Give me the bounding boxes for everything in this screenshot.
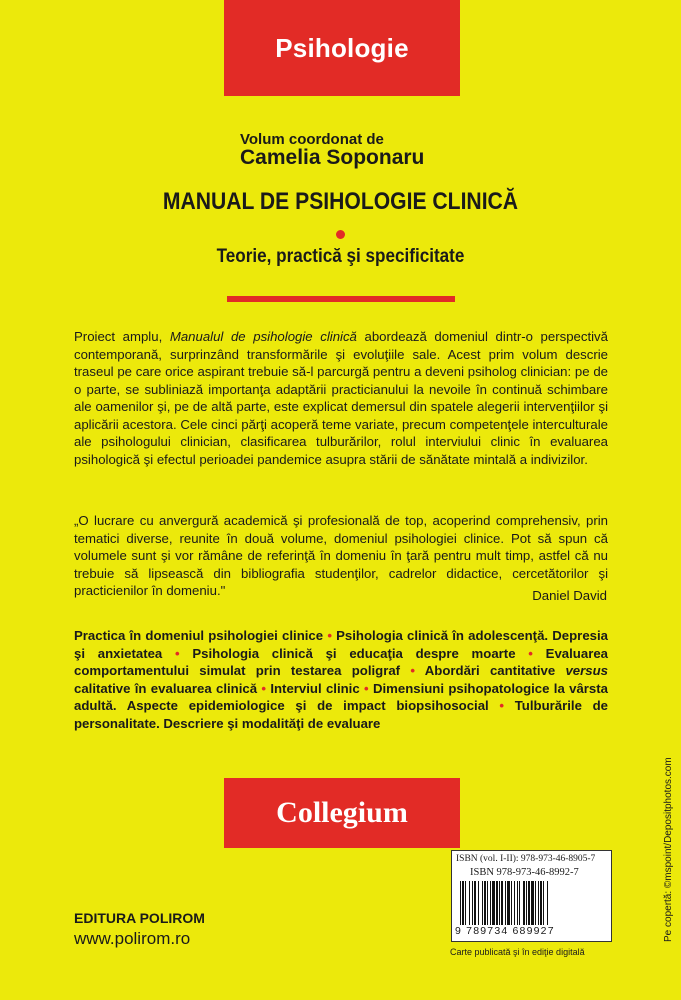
bullet-icon: • xyxy=(364,680,369,696)
bullet-icon: • xyxy=(410,663,415,679)
collegium-logo-text: Collegium xyxy=(276,796,408,829)
series-banner xyxy=(224,0,460,96)
topics-list xyxy=(74,627,608,733)
coordinated-by-label: Volum coordonat de xyxy=(240,131,384,148)
cover-credit: Pe copertă: ©mspoint/Depositphotos.com xyxy=(663,757,674,942)
description-paragraph xyxy=(74,328,608,468)
description-body: abordează domeniul dintr-o perspectivă contemporană, surprinzând transformările şi evoluţiile sale. Acest prim volum descrie traseul pe care orice aspirant trebuie să-l parcurgă pentru a deveni psiholog clinician: pe de o parte, se subliniază importanţa adaptării practicianului la nevoile în continuă schimbare ale oamenilor şi, pe de altă parte, este explicat demersul din spatele alegerii intervenţiilor şi aplicării acestora. Cele cinci părţi acoperă teme variate, precum competenţele interculturale ale psihologului clinician, clasificarea tulburărilor, rolul interviului clinic în evaluarea psihologică şi efectul perioadei pandemice asupra stării de sănătate mintală a indivizilor. xyxy=(74,329,608,467)
description-book-name: Manualul de psihologie clinică xyxy=(169,329,357,344)
bullet-icon: • xyxy=(499,698,505,714)
bullet-icon: • xyxy=(528,645,533,661)
endorsement-quote: „O lucrare cu anvergură academică şi profesională de top, acoperind comprehensiv, prin tematici diverse, reunite în două volume, domeniul psihologiei clinice. Pot să spun că volumele sunt şi vor rămâne de referinţă în domeniu în ţară pentru mult timp, astfel că nu trebuie să lipsească din bibliografia studenţilor, cadrelor didactice, cercetătorilor şi practicienilor în domeniu." xyxy=(74,513,608,598)
topic: Interviul clinic xyxy=(270,680,360,696)
topic: Dimensiuni psihopatologice la vârsta adultă. Aspecte epidemiologice şi de impact biopsihosocial xyxy=(74,680,608,714)
barcode-number: 9 789734 689927 xyxy=(455,925,555,937)
book-title: MANUAL DE PSIHOLOGIE CLINICĂ xyxy=(162,188,519,215)
bullet-icon: • xyxy=(327,628,332,643)
collegium-logo xyxy=(224,778,460,848)
isbn-barcode-block xyxy=(451,850,612,942)
isbn-set: ISBN (vol. I-II): 978-973-46-8905-7 xyxy=(456,854,596,864)
book-subtitle: Teorie, practică şi specificitate xyxy=(216,246,465,267)
description-lead: Proiect amplu, xyxy=(74,329,170,344)
topic: calitative în evaluarea clinică xyxy=(74,680,258,696)
topic: Practica în domeniul psihologiei clinice xyxy=(74,628,324,643)
isbn-volume: ISBN 978-973-46-8992-7 xyxy=(470,867,579,878)
barcode-icon xyxy=(458,881,605,925)
topic: Abordări cantitative xyxy=(424,663,556,679)
editor-name: Camelia Soponaru xyxy=(240,146,425,169)
bullet-icon: • xyxy=(175,645,180,661)
digital-edition-note: Carte publicată şi în ediţie digitală xyxy=(450,947,585,957)
quote-author: Daniel David xyxy=(532,588,607,603)
topic: Evaluarea comportamentului simulat prin testarea poligraf xyxy=(74,645,608,679)
bullet-icon: • xyxy=(261,680,266,696)
topic: Psihologia clinică şi educaţia despre moarte xyxy=(192,645,516,661)
topic: Tulburările de personalitate. Descriere şi modalităţi de evaluare xyxy=(74,698,608,731)
publisher-website: www.polirom.ro xyxy=(74,929,191,948)
topic-italic: versus xyxy=(565,663,608,679)
red-dot-separator xyxy=(336,230,345,239)
publisher-name: EDITURA POLIROM xyxy=(74,910,205,926)
red-divider xyxy=(227,296,455,302)
series-label: Psihologie xyxy=(275,32,409,63)
topic: Psihologia clinică în adolescenţă. Depresia şi anxietatea xyxy=(74,628,608,661)
